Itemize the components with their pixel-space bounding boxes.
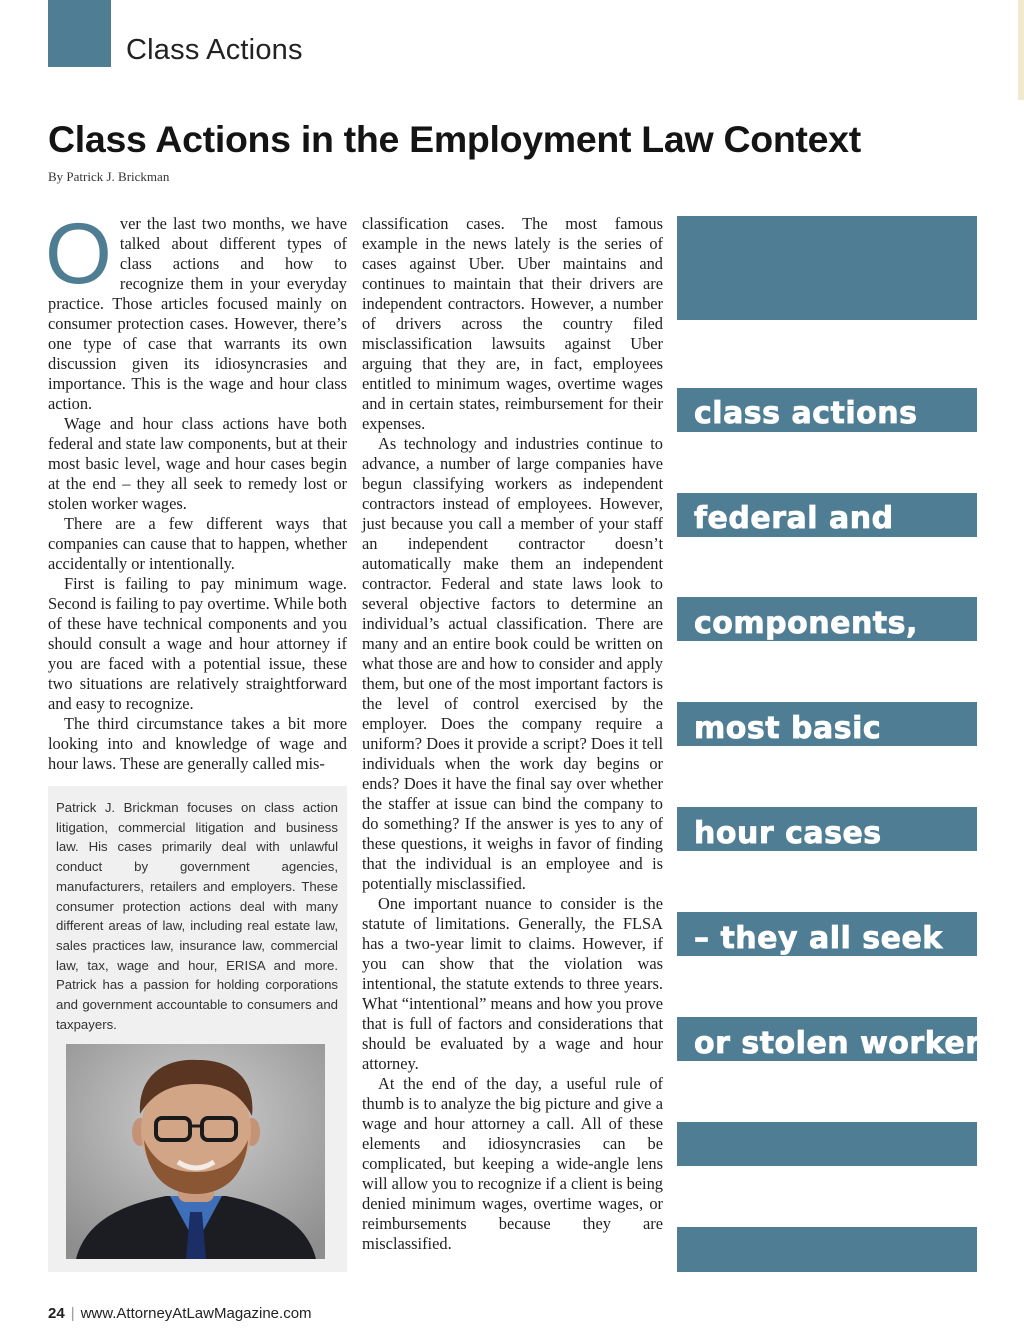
section-color-block <box>48 0 111 67</box>
page-footer <box>48 1305 312 1322</box>
article-title: Class Actions in the Employment Law Context <box>48 118 861 160</box>
headshot-illustration <box>66 1044 325 1259</box>
pull-quote-text: “Wage and hour class actions have both federal and state law components, but at their most basic level, wage and hour cases begin at the end – they all seek to remedy lost or stolen worker wages.” <box>694 343 983 1113</box>
pull-quote-band <box>677 1122 977 1166</box>
paragraph <box>45 206 347 414</box>
article-column-1 <box>45 206 347 774</box>
paragraph: As technology and industries continue to advance, a number of large companies have begun classifying workers as independent contractors instead of employees. However, just because you call a member of your staff an independent contractor doesn’t automatically make them an independent contractor. Federal and state laws look to several objective factors to determine an individual’s actual classification. There are many and an entire book could be written on what those are and how to consider and apply them, but one of the most important factors is the level of control exercised by the employer. Does the company require a uniform? Does it provide a script? Does it tell individuals when the work day begins or ends? Does it have the final say over whether the staffer at issue can bind the company to do something? If the answer is yes to any of these questions, it weighs in favor of finding that the individual is an employee and is potentially misclassified. <box>362 434 663 893</box>
article-column-2 <box>362 214 663 1254</box>
page-number: 24 <box>48 1305 65 1322</box>
website-link[interactable]: www.AttorneyAtLawMagazine.com <box>80 1305 312 1322</box>
paragraph-text: ver the last two months, we have talked about different types of class actions and how to recognize them in your everyday practice. Those articles focused mainly on consumer protection cases. However, there’s one type of case that warrants its own discussion given its idiosyncrasies and importance. This is the wage and hour class action. <box>48 214 347 413</box>
page-edge-strip <box>1018 0 1024 100</box>
pull-quote-band <box>677 1227 977 1272</box>
drop-cap: O <box>45 206 112 302</box>
footer-divider: | <box>70 1305 75 1322</box>
paragraph: Wage and hour class actions have both federal and state law components, but at their most basic level, wage and hour cases begin at the end – they all seek to remedy lost or stolen worker wages. <box>48 414 347 513</box>
paragraph: The third circumstance takes a bit more looking into and knowledge of wage and hour laws. These are generally called mis- <box>48 714 347 773</box>
byline: By Patrick J. Brickman <box>48 169 170 184</box>
author-bio-box <box>48 786 347 1272</box>
paragraph: At the end of the day, a useful rule of thumb is to analyze the big picture and give a wage and hour attorney a call. All of these elements and idiosyncrasies can be complicated, but keeping a wide-angle lens will allow you to recognize if a client is being denied minimum wages, overtime wages, or reimbursements because they are misclassified. <box>362 1074 663 1253</box>
paragraph: First is failing to pay minimum wage. Second is failing to pay overtime. While both of these have technical components and you should consult a wage and hour attorney if you are faced with a potential issue, these two situations are relatively straightforward and easy to recognize. <box>48 574 347 713</box>
pull-quote <box>677 216 983 1272</box>
author-bio-text: Patrick J. Brickman focuses on class action litigation, commercial litigation and business law. His cases primarily deal with unlawful conduct by government agencies, manufacturers, retailers and employers. These consumer protection actions deal with many different areas of law, including real estate law, sales practices law, insurance law, commercial law, tax, wage and hour, ERISA and more. Patrick has a passion for holding corporations and government accountable to consumers and taxpayers. <box>56 800 338 1032</box>
author-headshot-photo <box>66 1044 325 1259</box>
paragraph: One important nuance to consider is the statute of limitations. Generally, the FLSA has a two-year limit to claims. However, if you can show that the violation was intentional, the statute extends to three years. What “intentional” means and how you prove that is full of factors and considerations that should be evaluated by a wage and hour attorney. <box>362 894 663 1073</box>
pull-quote-band <box>677 216 977 320</box>
paragraph: classification cases. The most famous example in the news lately is the series of cases against Uber. Uber maintains and continues to maintain that their drivers are independent contractors. However, a number of drivers across the country filed misclassification lawsuits against Uber arguing that they are, in fact, employees entitled to minimum wages, overtime wages and in certain states, reimbursement for their expenses. <box>362 214 663 433</box>
paragraph: There are a few different ways that companies can cause that to happen, whether accidentally or intentionally. <box>48 514 347 573</box>
section-label: Class Actions <box>126 34 303 66</box>
